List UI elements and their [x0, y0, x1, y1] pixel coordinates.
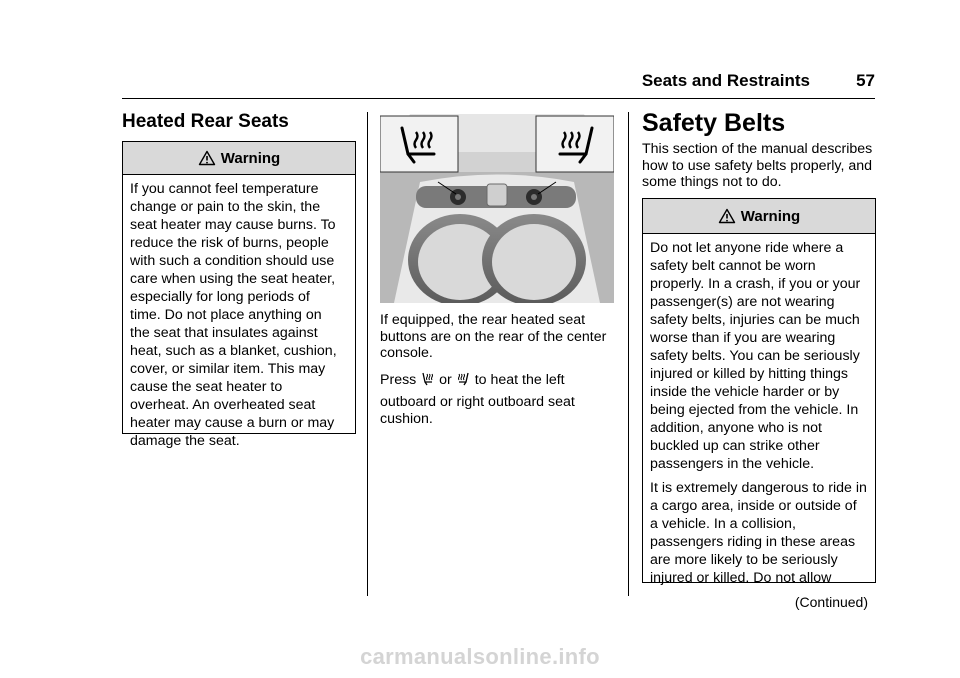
warning-header	[643, 199, 875, 234]
warning-text: If you cannot feel temperature change or pain to the skin, the seat heater may cause burns. To reduce the risk of burns, people with such a condition should use care when using the seat heater, especially for long periods of time. Do not place anything on the seat that insulates against heat, such as a blanket, cushion, cover, or similar item. This may cause the seat heater to overheat. An overheated seat heater may cause a burn or may damage the seat.	[130, 181, 337, 449]
warning-title: Warning	[740, 207, 801, 225]
warning-header	[123, 142, 355, 175]
column-divider-left	[367, 112, 368, 596]
warning-para-1: Do not let anyone ride where a safety belt cannot be worn properly. In a crash, if you or your passenger(s) are not wearing safety belts, injuries can be much worse than if you are wearing safety belts. You can be seriously injured or killed by hitting things inside the vehicle harder or by being ejected from the vehicle. In addition, anyone who is not buckled up can strike other passengers in the vehicle.	[650, 240, 861, 472]
warning-title: Warning	[220, 149, 281, 167]
safety-belts-intro: This section of the manual describes how to use safety belts properly, and some things not to do.	[642, 141, 873, 190]
heated-rear-seats-heading: Heated Rear Seats	[122, 111, 289, 132]
rear-heated-seat-location-text: If equipped, the rear heated seat buttons are on the rear of the center console.	[380, 312, 607, 361]
warning-icon	[718, 208, 736, 224]
press-or: or	[439, 371, 452, 388]
middle-text	[380, 312, 616, 433]
page-number: 57	[856, 71, 875, 90]
safety-belt-warning-box	[642, 198, 876, 610]
warning-body	[123, 175, 355, 450]
header-rule	[122, 98, 875, 99]
right-seat-heater-inline-icon	[457, 372, 470, 386]
section-title: Seats and Restraints	[641, 71, 810, 90]
right-seat-heater-icon	[552, 124, 600, 166]
warning-icon	[198, 150, 216, 166]
continued-label: (Continued)	[794, 594, 868, 610]
press-prefix: Press	[380, 371, 417, 388]
rear-console-image	[380, 112, 614, 303]
warning-body	[643, 234, 875, 611]
press-instruction	[380, 372, 616, 389]
heated-seat-warning-box	[122, 141, 356, 449]
seat-cushion-text: outboard or right outboard seat cushion.	[380, 394, 575, 427]
left-seat-heater-icon	[394, 124, 442, 166]
watermark: carmanualsonline.info	[360, 644, 600, 669]
warning-para-2: It is extremely dangerous to ride in a cargo area, inside or outside of a vehicle. In a collision, passengers riding in these areas are more likely to be seriously injured or killed. Do not allow	[650, 480, 867, 586]
press-suffix: to heat the left	[474, 371, 565, 388]
safety-belts-heading: Safety Belts	[642, 109, 786, 137]
left-seat-heater-inline-icon	[421, 372, 434, 386]
column-divider-right	[628, 112, 629, 596]
